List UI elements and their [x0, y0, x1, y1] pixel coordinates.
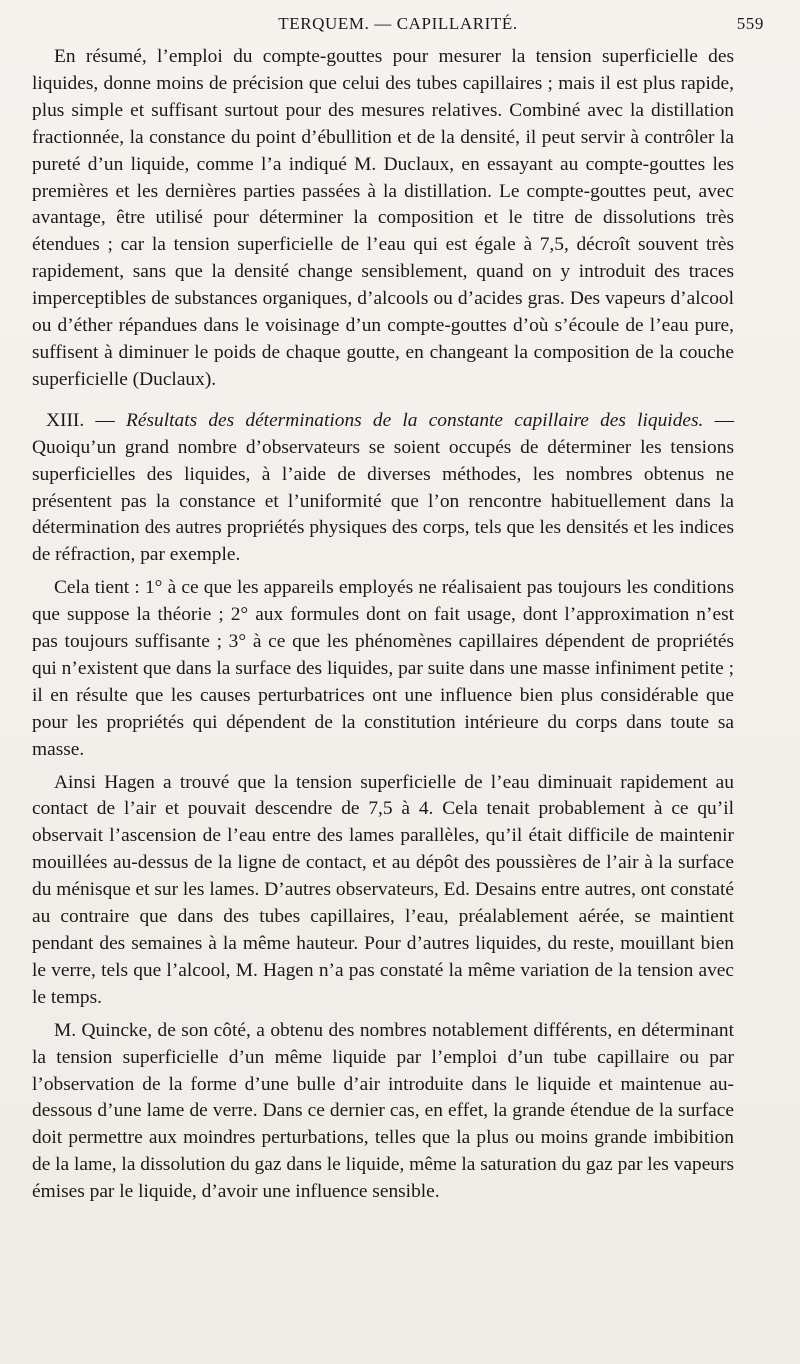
section-heading-paragraph: [32, 408, 734, 569]
page-number: 559: [736, 14, 764, 33]
paragraph-causes: Cela tient : 1° à ce que les appareils employés ne réalisaient pas toujours les conditions que suppose la théorie ; 2° aux formules dont on fait usage, dont l’approximation n’est pas toujours suffisante ; 3° à ce que les phénomènes capillaires dépendent de propriétés qui n’existent que dans la surface des liquides, par suite dans une masse infiniment petite ; il en résulte que les causes perturbatrices ont une influence bien plus considérable que pour les propriétés qui dépendent de la constitution intérieure du corps dans toute sa masse.: [32, 577, 734, 760]
running-title: TERQUEM. — CAPILLARITÉ.: [278, 14, 518, 33]
section-dash: —: [84, 409, 127, 431]
paragraph-quincke: M. Quincke, de son côté, a obtenu des nombres notablement différents, en déterminant la tension superficielle d’un même liquide par l’emploi d’un tube capillaire ou par l’observation de la forme d’une bulle d’air introduite dans le liquide et maintenue au-dessous d’une lame de verre. Dans ce dernier cas, en effet, la grande étendue de la surface doit permettre aux moindres perturbations, telles que la plus ou moins grande imbibition de la lame, la dissolution du gaz dans le liquide, même la saturation du gaz par les vapeurs émises par le liquide, d’avoir une influence sensible.: [32, 1019, 734, 1203]
section-title: Résultats des déterminations de la constante capillaire des liquides.: [126, 409, 704, 431]
section-intro-text: — Quoiqu’un grand nombre d’observateurs se soient occupés de déterminer les tensions superficielles des liquides, à l’aide de diverses méthodes, les nombres obtenus ne présentent pas la constance et l’uniformité que l’on rencontre habituellement dans la détermination des autres propriétés physiques des corps, tels que les densités et les indices de réfraction, par exemple.: [32, 409, 734, 566]
body-text: [32, 44, 734, 1206]
paragraph-summary: En résumé, l’emploi du compte-gouttes pour mesurer la tension superficielle des liquides, donne moins de précision que celui des tubes capillaires ; mais il est plus rapide, plus simple et suffisant surtout pour des mesures relatives. Combiné avec la distillation fractionnée, la constance du point d’ébullition et de la densité, il peut servir à contrôler la pureté d’un liquide, comme l’a indiqué M. Duclaux, en essayant au compte-gouttes les premières et les dernières parties passées à la distillation. Le compte-gouttes peut, avec avantage, être utilisé pour déterminer la composition et le titre de dissolutions très étendues ; car la tension superficielle de l’eau qui est égale à 7,5, décroît souvent très rapidement, sans que la densité change sensiblement, quand on y introduit des traces imperceptibles de substances organiques, d’alcools ou d’acides gras. Des vapeurs d’alcool ou d’éther répandues dans le voisinage d’un compte-gouttes d’où s’écoule de l’eau pure, suffisent à diminuer le poids de chaque goutte, en changeant la composition de la couche superficielle (Duclaux).: [32, 46, 734, 390]
paragraph-hagen: Ainsi Hagen a trouvé que la tension superficielle de l’eau diminuait rapidement au contact de l’air et pouvait descendre de 7,5 à 4. Cela tenait probablement à ce qu’il observait l’ascension de l’eau entre des lames parallèles, qu’il était difficile de maintenir mouillées au-dessus de la ligne de contact, et au dépôt des poussières de l’air à la surface du ménisque et sur les lames. D’autres observateurs, Ed. Desains entre autres, ont constaté au contraire que dans des tubes capillaires, l’eau, préalablement aérée, se maintient pendant des semaines à la même hauteur. Pour d’autres liquides, du reste, mouillant bien le verre, tels que l’alcool, M. Hagen n’a pas constaté la même variation de la tension avec le temps.: [32, 771, 734, 1008]
section-number: XIII.: [46, 409, 85, 431]
running-header: [32, 14, 764, 44]
